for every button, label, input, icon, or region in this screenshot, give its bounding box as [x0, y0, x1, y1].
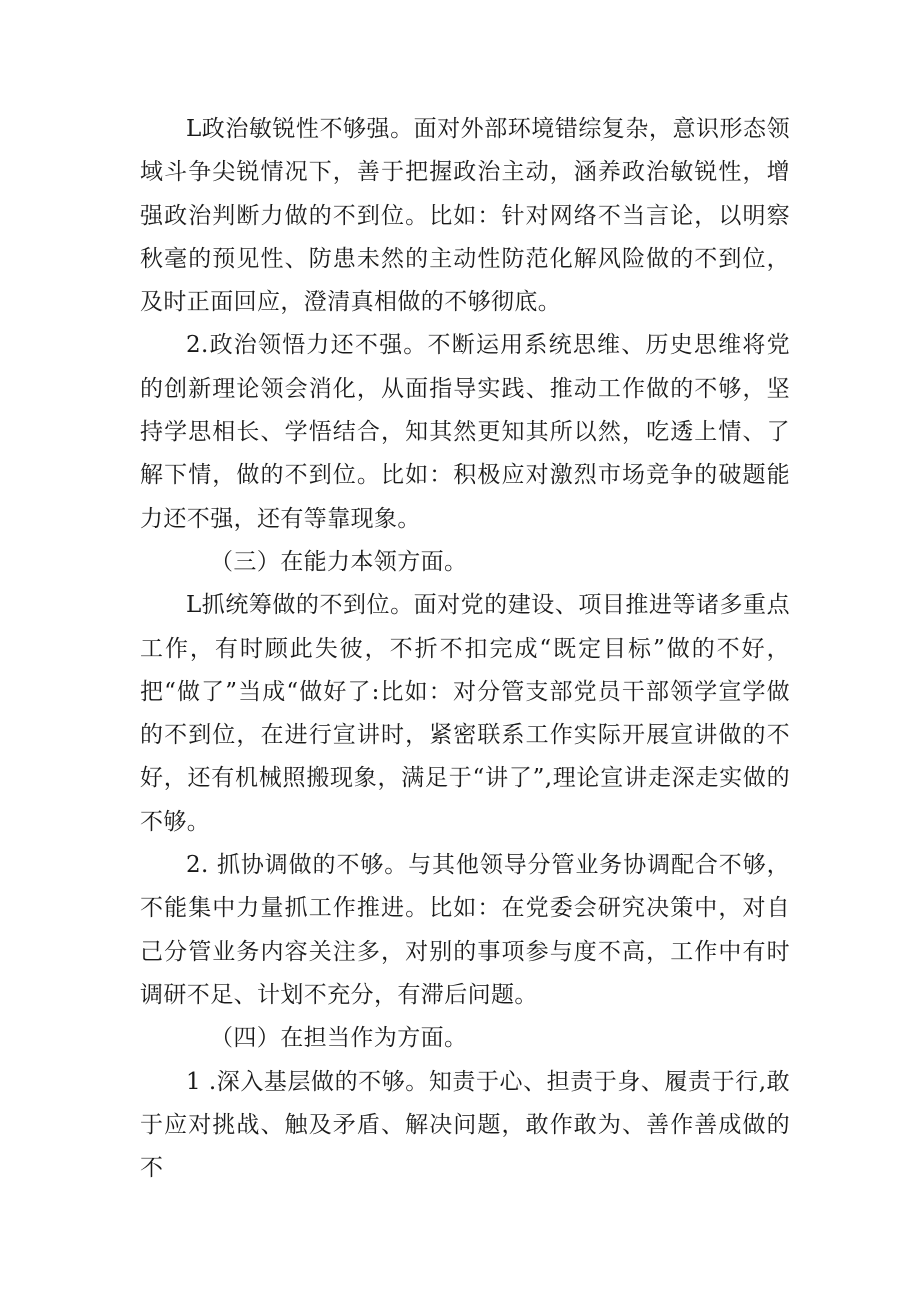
document-page	[140, 108, 790, 1190]
paragraph-political-sensitivity: L政治敏锐性不够强。面对外部环境错综复杂，意识形态领域斗争尖锐情况下，善于把握政治主动，涵养政治敏锐性，增强政治判断力做的不到位。比如：针对网络不当言论，以明察秋毫的预见性、防患未然的主动性防范化解风险做的不到位，及时正面回应，澄清真相做的不够彻底。	[140, 116, 790, 316]
section-heading-responsibility: （四）在担当作为方面。	[210, 1025, 468, 1052]
paragraph-overall-planning: L抓统筹做的不到位。面对党的建设、项目推进等诸多重点工作，有时顾此失彼，不折不扣完成“既定目标”做的不好，把“做了”当成“做好了:比如：对分管支部党员干部领学宣学做的不到位，在进行宣讲时，紧密联系工作实际开展宣讲做的不好，还有机械照搬现象，满足于“讲了”,理论宣讲走深走实做的不够。	[140, 592, 790, 835]
paragraph-coordination: 2. 抓协调做的不够。与其他领导分管业务协调配合不够，不能集中力量抓工作推进。比如：在党委会研究决策中，对自己分管业务内容关注多，对别的事项参与度不高，工作中有时调研不足、计划不充分，有滞后问题。	[140, 852, 790, 1008]
section-heading-ability: （三）在能力本领方面。	[210, 548, 468, 575]
paragraph-grassroots: 1 .深入基层做的不够。知责于心、担责于身、履责于行,敢于应对挑战、触及矛盾、解决问题，敢作敢为、善作善成做的不	[140, 1068, 790, 1182]
paragraph-political-comprehension: 2.政治领悟力还不强。不断运用系统思维、历史思维将党的创新理论领会消化，从面指导实践、推动工作做的不够，坚持学思相长、学悟结合，知其然更知其所以然，吃透上情、了解下情，做的不到位。比如：积极应对激烈市场竞争的破题能力还不强，还有等靠现象。	[140, 332, 790, 532]
